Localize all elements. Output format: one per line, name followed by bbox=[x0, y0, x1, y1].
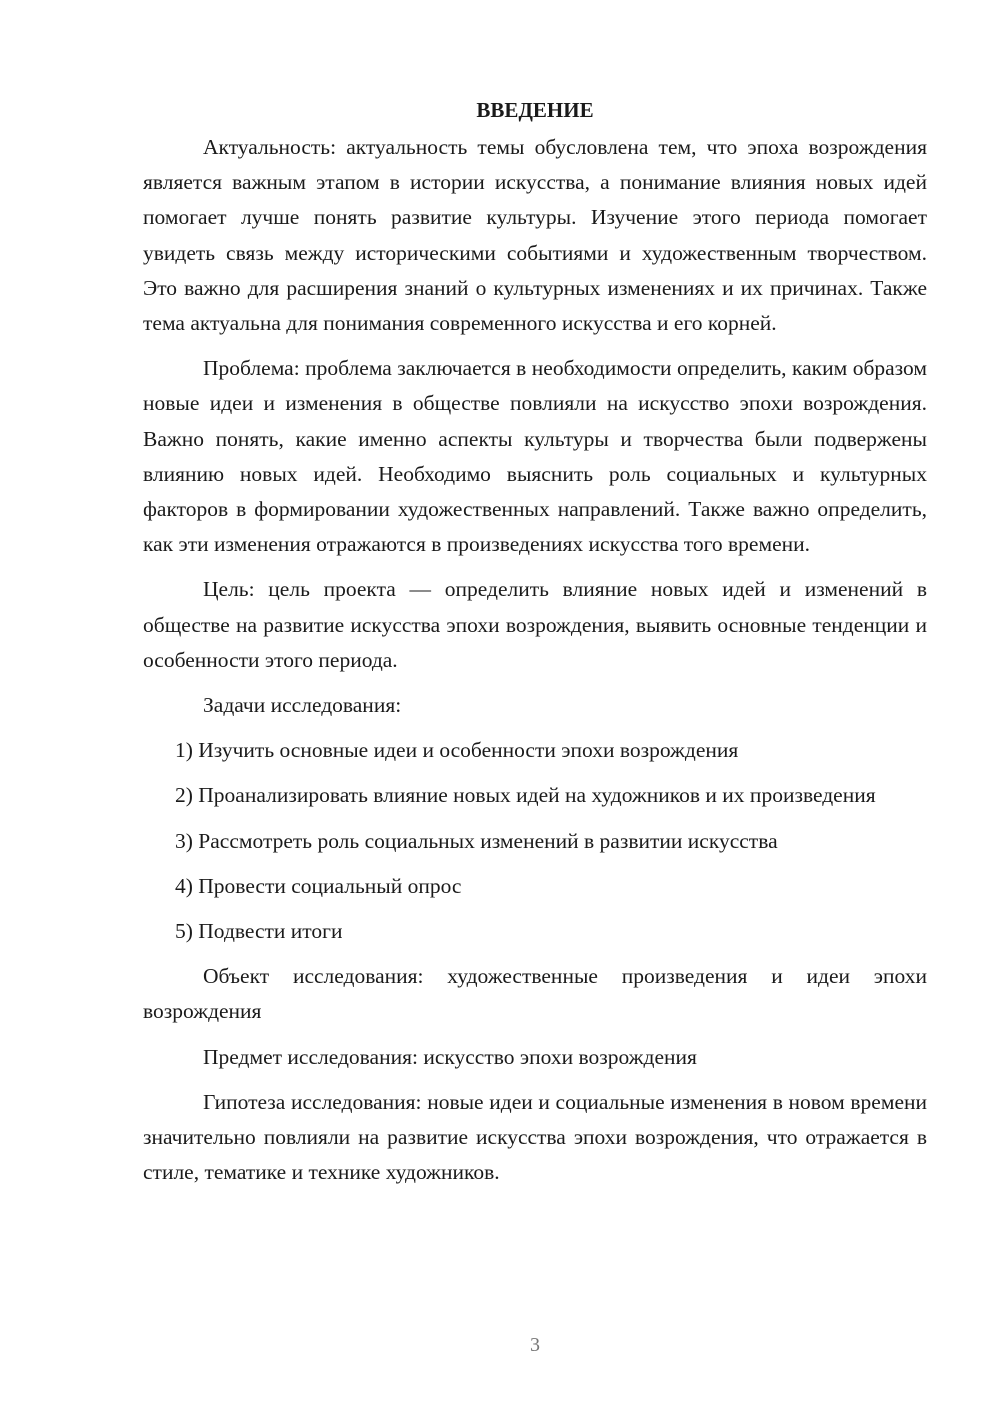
task-item: 4) Провести социальный опрос bbox=[175, 873, 462, 898]
tasks-title: Задачи исследования: bbox=[203, 693, 402, 718]
hypothesis-paragraph: Гипотеза исследования: новые идеи и социальные изменения в новом времени значительно повлияли на развитие искусства эпохи возрождения, что отражается в стиле, тематике и технике художников. bbox=[143, 1089, 927, 1185]
task-item: 5) Подвести итоги bbox=[175, 919, 343, 944]
task-item: 2) Проанализировать влияние новых идей на художников и их произведения bbox=[175, 783, 876, 808]
relevance-paragraph: Актуальность: актуальность темы обусловлена тем, что эпоха возрождения является важным этапом в истории искусства, а понимание влияния новых идей помогает лучше понять развитие культуры. Изучение этого периода помогает увидеть связь между историческими событиями и художественным творчеством. Это важно для расширения знаний о культурных изменениях и их причинах. Также тема актуальна для понимания современного искусства и его корней. bbox=[143, 135, 927, 336]
problem-paragraph: Проблема: проблема заключается в необходимости определить, каким образом новые идеи и изменения в обществе повлияли на искусство эпохи возрождения. Важно понять, какие именно аспекты культуры и творчества были подвержены влиянию новых идей. Необходимо выяснить роль социальных и культурных факторов в формировании художественных направлений. Также важно определить, как эти изменения отражаются в произведениях искусства того времени. bbox=[143, 356, 927, 557]
subject-paragraph: Предмет исследования: искусство эпохи возрождения bbox=[203, 1044, 697, 1069]
task-item: 3) Рассмотреть роль социальных изменений в развитии искусства bbox=[175, 828, 778, 853]
object-paragraph: Объект исследования: художественные произведения и идеи эпохи возрождения bbox=[143, 964, 927, 1024]
document-page bbox=[143, 92, 927, 1200]
page-title: ВВЕДЕНИЕ bbox=[476, 98, 594, 122]
goal-paragraph: Цель: цель проекта — определить влияние новых идей и изменений в обществе на развитие искусства эпохи возрождения, выявить основные тенденции и особенности этого периода. bbox=[143, 577, 927, 672]
tasks-list bbox=[143, 733, 927, 949]
page-number: 3 bbox=[530, 1334, 540, 1356]
task-item: 1) Изучить основные идеи и особенности эпохи возрождения bbox=[175, 738, 739, 763]
